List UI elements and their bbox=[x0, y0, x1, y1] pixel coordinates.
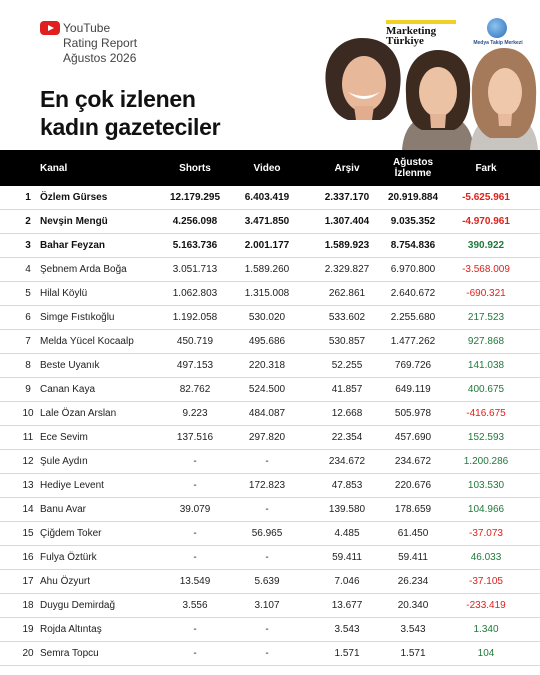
shorts-cell: - bbox=[193, 624, 197, 635]
shorts-cell: - bbox=[193, 552, 197, 563]
col-header-arsiv: Arşiv bbox=[334, 162, 360, 174]
video-cell: - bbox=[265, 648, 269, 659]
table-row bbox=[0, 282, 540, 306]
journalist-photo-1 bbox=[318, 36, 408, 150]
video-cell: 5.639 bbox=[254, 576, 280, 587]
total-cell: 220.676 bbox=[394, 480, 432, 491]
total-cell: 178.659 bbox=[394, 504, 432, 515]
name-cell: Melda Yücel Kocaalp bbox=[40, 336, 134, 347]
journalist-photo-3 bbox=[468, 46, 540, 150]
arsiv-cell: 2.329.827 bbox=[324, 264, 370, 275]
table-row bbox=[0, 618, 540, 642]
rank-cell: 20 bbox=[22, 648, 34, 659]
fark-cell: 1.340 bbox=[473, 624, 499, 635]
total-cell: 6.970.800 bbox=[390, 264, 436, 275]
arsiv-cell: 52.255 bbox=[331, 360, 363, 371]
rank-cell: 12 bbox=[22, 456, 34, 467]
col-header-fark: Fark bbox=[475, 162, 497, 174]
arsiv-cell: 13.677 bbox=[331, 600, 363, 611]
name-cell: Bahar Feyzan bbox=[40, 240, 106, 251]
rank-cell: 17 bbox=[22, 576, 34, 587]
fark-cell: 152.593 bbox=[467, 432, 505, 443]
name-cell: Canan Kaya bbox=[40, 384, 96, 395]
name-cell: Lale Özan Arslan bbox=[40, 408, 117, 419]
rank-cell: 15 bbox=[22, 528, 34, 539]
video-cell: - bbox=[265, 552, 269, 563]
video-cell: 495.686 bbox=[248, 336, 286, 347]
video-cell: 297.820 bbox=[248, 432, 286, 443]
arsiv-cell: 2.337.170 bbox=[324, 192, 370, 203]
rank-cell: 7 bbox=[25, 336, 31, 347]
rank-cell: 8 bbox=[25, 360, 31, 371]
video-cell: 2.001.177 bbox=[244, 240, 290, 251]
table-header bbox=[0, 150, 540, 186]
video-cell: 56.965 bbox=[251, 528, 283, 539]
shorts-cell: 1.192.058 bbox=[172, 312, 218, 323]
total-cell: 457.690 bbox=[394, 432, 432, 443]
table-row bbox=[0, 402, 540, 426]
shorts-cell: 13.549 bbox=[179, 576, 211, 587]
table-row bbox=[0, 210, 540, 234]
col-header-video: Video bbox=[253, 162, 281, 174]
video-cell: 524.500 bbox=[248, 384, 286, 395]
fark-cell: 927.868 bbox=[467, 336, 505, 347]
table-row bbox=[0, 258, 540, 282]
rank-cell: 9 bbox=[25, 384, 31, 395]
report-date: Ağustos 2026 bbox=[63, 51, 137, 65]
rank-cell: 13 bbox=[22, 480, 34, 491]
fark-cell: -690.321 bbox=[466, 288, 506, 299]
arsiv-cell: 59.411 bbox=[332, 552, 362, 563]
total-cell: 234.672 bbox=[394, 456, 432, 467]
rank-cell: 2 bbox=[25, 216, 31, 227]
shorts-cell: 3.556 bbox=[182, 600, 208, 611]
table-row bbox=[0, 426, 540, 450]
total-cell: 3.543 bbox=[400, 624, 426, 635]
total-cell: 61.450 bbox=[397, 528, 429, 539]
rank-cell: 11 bbox=[22, 432, 34, 443]
arsiv-cell: 530.857 bbox=[328, 336, 366, 347]
name-cell: Özlem Gürses bbox=[40, 192, 108, 203]
fark-cell: -4.970.961 bbox=[462, 216, 510, 227]
table-row bbox=[0, 330, 540, 354]
report-label: Rating Report bbox=[63, 36, 138, 50]
name-cell: Çiğdem Toker bbox=[40, 528, 102, 539]
name-cell: Ece Sevim bbox=[40, 432, 88, 443]
table-row bbox=[0, 354, 540, 378]
video-cell: - bbox=[265, 624, 269, 635]
fark-cell: 400.675 bbox=[467, 384, 505, 395]
table-row bbox=[0, 378, 540, 402]
fark-cell: 390.922 bbox=[467, 240, 505, 251]
table-row bbox=[0, 450, 540, 474]
video-cell: 3.471.850 bbox=[244, 216, 290, 227]
name-cell: Simge Fıstıkoğlu bbox=[40, 312, 115, 323]
table-row bbox=[0, 570, 540, 594]
fark-cell: -3.568.009 bbox=[462, 264, 510, 275]
shorts-cell: 4.256.098 bbox=[172, 216, 218, 227]
page-title-line1: En çok izlenen bbox=[40, 86, 196, 112]
total-cell: 26.234 bbox=[397, 576, 429, 587]
shorts-cell: - bbox=[193, 480, 197, 491]
name-cell: Fulya Öztürk bbox=[40, 552, 97, 563]
arsiv-cell: 1.307.404 bbox=[324, 216, 370, 227]
fark-cell: 217.523 bbox=[467, 312, 505, 323]
rank-cell: 4 bbox=[25, 264, 31, 275]
name-cell: Rojda Altıntaş bbox=[40, 624, 102, 635]
globe-icon bbox=[487, 18, 507, 38]
arsiv-cell: 262.861 bbox=[328, 288, 366, 299]
total-cell: 59.411 bbox=[398, 552, 428, 563]
fark-cell: 46.033 bbox=[470, 552, 502, 563]
fark-cell: -5.625.961 bbox=[462, 192, 510, 203]
total-cell: 649.119 bbox=[395, 384, 431, 395]
name-cell: Hediye Levent bbox=[40, 480, 104, 491]
fark-cell: 104 bbox=[477, 648, 495, 659]
rank-cell: 6 bbox=[25, 312, 31, 323]
rank-cell: 18 bbox=[22, 600, 34, 611]
total-cell: 8.754.836 bbox=[390, 240, 436, 251]
table-row bbox=[0, 522, 540, 546]
name-cell: Beste Uyanık bbox=[40, 360, 100, 371]
col-header-kanal: Kanal bbox=[40, 162, 68, 174]
video-cell: 3.107 bbox=[254, 600, 280, 611]
shorts-cell: 12.179.295 bbox=[169, 192, 221, 203]
video-cell: 1.589.260 bbox=[244, 264, 290, 275]
name-cell: Ahu Özyurt bbox=[40, 576, 91, 587]
total-cell: 1.571 bbox=[400, 648, 426, 659]
shorts-cell: - bbox=[193, 648, 197, 659]
table-row bbox=[0, 186, 540, 210]
rank-cell: 14 bbox=[22, 504, 34, 515]
name-cell: Banu Avar bbox=[40, 504, 86, 515]
marketing-turkiye-logo: Marketing Türkiye bbox=[386, 20, 456, 48]
page-title-line2: kadın gazeteciler bbox=[40, 114, 221, 140]
report-header bbox=[0, 0, 540, 150]
total-cell: 505.978 bbox=[394, 408, 432, 419]
arsiv-cell: 7.046 bbox=[334, 576, 360, 587]
shorts-cell: 137.516 bbox=[176, 432, 214, 443]
col-header-shorts: Shorts bbox=[179, 162, 211, 174]
fark-cell: -37.073 bbox=[469, 528, 503, 539]
name-cell: Şule Aydın bbox=[40, 456, 88, 467]
shorts-cell: 497.153 bbox=[176, 360, 214, 371]
fark-cell: 103.530 bbox=[467, 480, 505, 491]
arsiv-cell: 1.589.923 bbox=[324, 240, 370, 251]
shorts-cell: 3.051.713 bbox=[172, 264, 218, 275]
table-row bbox=[0, 642, 540, 666]
video-cell: - bbox=[265, 456, 269, 467]
name-cell: Şebnem Arda Boğa bbox=[40, 264, 127, 275]
rank-cell: 19 bbox=[22, 624, 34, 635]
arsiv-cell: 139.580 bbox=[328, 504, 366, 515]
video-cell: 530.020 bbox=[248, 312, 286, 323]
name-cell: Semra Topcu bbox=[40, 648, 99, 659]
arsiv-cell: 22.354 bbox=[331, 432, 363, 443]
arsiv-cell: 12.668 bbox=[331, 408, 363, 419]
video-cell: 172.823 bbox=[248, 480, 286, 491]
fark-cell: -416.675 bbox=[466, 408, 506, 419]
total-cell: 20.340 bbox=[397, 600, 429, 611]
arsiv-cell: 3.543 bbox=[334, 624, 360, 635]
shorts-cell: 5.163.736 bbox=[172, 240, 218, 251]
table-body bbox=[0, 186, 540, 666]
total-cell: 2.255.680 bbox=[390, 312, 436, 323]
shorts-cell: 450.719 bbox=[176, 336, 214, 347]
shorts-cell: 9.223 bbox=[182, 408, 208, 419]
shorts-cell: 1.062.803 bbox=[172, 288, 218, 299]
total-cell: 769.726 bbox=[394, 360, 432, 371]
fark-cell: 141.038 bbox=[467, 360, 505, 371]
rank-cell: 16 bbox=[22, 552, 34, 563]
fark-cell: 1.200.286 bbox=[463, 456, 509, 467]
table-row bbox=[0, 234, 540, 258]
table-row bbox=[0, 594, 540, 618]
arsiv-cell: 47.853 bbox=[331, 480, 363, 491]
medya-takip-logo: Medya Takip Merkezi bbox=[468, 18, 528, 46]
total-cell: 9.035.352 bbox=[390, 216, 436, 227]
video-cell: 220.318 bbox=[248, 360, 286, 371]
shorts-cell: - bbox=[193, 528, 197, 539]
shorts-cell: 39.079 bbox=[179, 504, 211, 515]
fark-cell: -233.419 bbox=[466, 600, 506, 611]
rank-cell: 1 bbox=[25, 192, 31, 203]
youtube-play-icon bbox=[40, 21, 60, 35]
fark-cell: -37.105 bbox=[469, 576, 503, 587]
arsiv-cell: 234.672 bbox=[328, 456, 366, 467]
brand-label: YouTube bbox=[63, 21, 111, 35]
video-cell: 6.403.419 bbox=[244, 192, 290, 203]
journalist-photo-2 bbox=[398, 48, 478, 150]
total-cell: 1.477.262 bbox=[390, 336, 436, 347]
arsiv-cell: 533.602 bbox=[328, 312, 366, 323]
table-row bbox=[0, 498, 540, 522]
total-cell: 2.640.672 bbox=[390, 288, 436, 299]
table-row bbox=[0, 306, 540, 330]
shorts-cell: - bbox=[193, 456, 197, 467]
name-cell: Hilal Köylü bbox=[40, 288, 88, 299]
col-header-total: Ağustos İzlenme bbox=[393, 157, 433, 179]
name-cell: Duygu Demirdağ bbox=[40, 600, 116, 611]
table-row bbox=[0, 546, 540, 570]
rank-cell: 10 bbox=[22, 408, 34, 419]
shorts-cell: 82.762 bbox=[179, 384, 211, 395]
fark-cell: 104.966 bbox=[467, 504, 505, 515]
rank-cell: 5 bbox=[25, 288, 31, 299]
video-cell: 1.315.008 bbox=[244, 288, 290, 299]
video-cell: 484.087 bbox=[248, 408, 286, 419]
arsiv-cell: 1.571 bbox=[334, 648, 360, 659]
rank-cell: 3 bbox=[25, 240, 31, 251]
arsiv-cell: 41.857 bbox=[331, 384, 363, 395]
arsiv-cell: 4.485 bbox=[334, 528, 360, 539]
total-cell: 20.919.884 bbox=[387, 192, 439, 203]
ratings-table bbox=[0, 150, 540, 666]
video-cell: - bbox=[265, 504, 269, 515]
table-row bbox=[0, 474, 540, 498]
name-cell: Nevşin Mengü bbox=[40, 216, 108, 227]
